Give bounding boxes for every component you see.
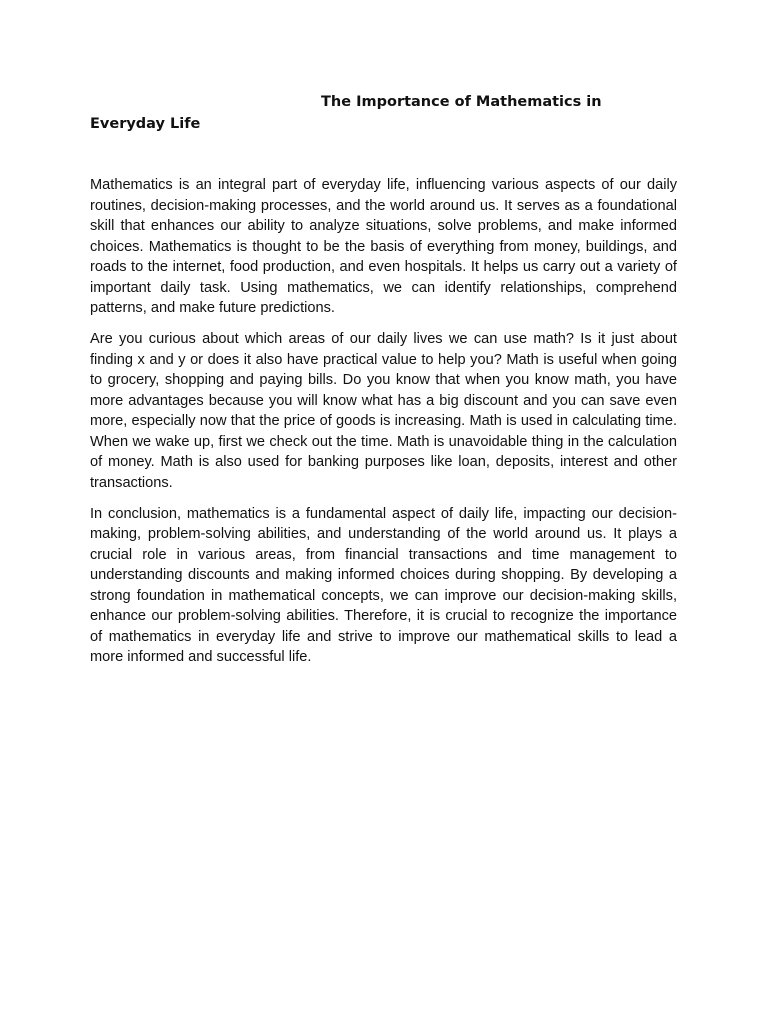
paragraph-3: In conclusion, mathematics is a fundamental aspect of daily life, impacting our decision-making, problem-solving abilities, and understanding of the world around us. It plays a crucial role in various areas, from financial transactions and time management to understanding discounts and making informed choices during shopping. By developing a strong foundation in mathematical concepts, we can improve our decision-making skills, enhance our problem-solving abilities. Therefore, it is crucial to recognize the importance of mathematics in everyday life and strive to improve our mathematical skills to lead a more informed and successful life. — [90, 505, 677, 665]
paragraph-2: Are you curious about which areas of our daily lives we can use math? Is it just about finding x and y or does it also have practical value to help you? Math is useful when going to grocery, shopping and paying bills. Do you know that when you know math, you have more advantages because you will know what has a big discount and you can save even more, especially now that the price of goods is increasing. Math is used in calculating time. When we wake up, first we check out the time. Math is unavoidable thing in the calculation of money. Math is also used for banking purposes like loan, deposits, interest and other transactions. — [90, 331, 677, 491]
document-body — [90, 175, 677, 678]
paragraph-1: Mathematics is an integral part of everyday life, influencing various aspects of our daily routines, decision-making processes, and the world around us. It serves as a foundational skill that enhances our ability to analyze situations, solve problems, and make informed choices. Mathematics is thought to be the basis of everything from money, buildings, and roads to the internet, food production, and even hospitals. It helps us carry out a variety of important daily task. Using mathematics, we can identify relationships, comprehend patterns, and make future predictions. — [90, 177, 677, 316]
document-title: The Importance of Mathematics in Everyday Life — [90, 94, 602, 132]
